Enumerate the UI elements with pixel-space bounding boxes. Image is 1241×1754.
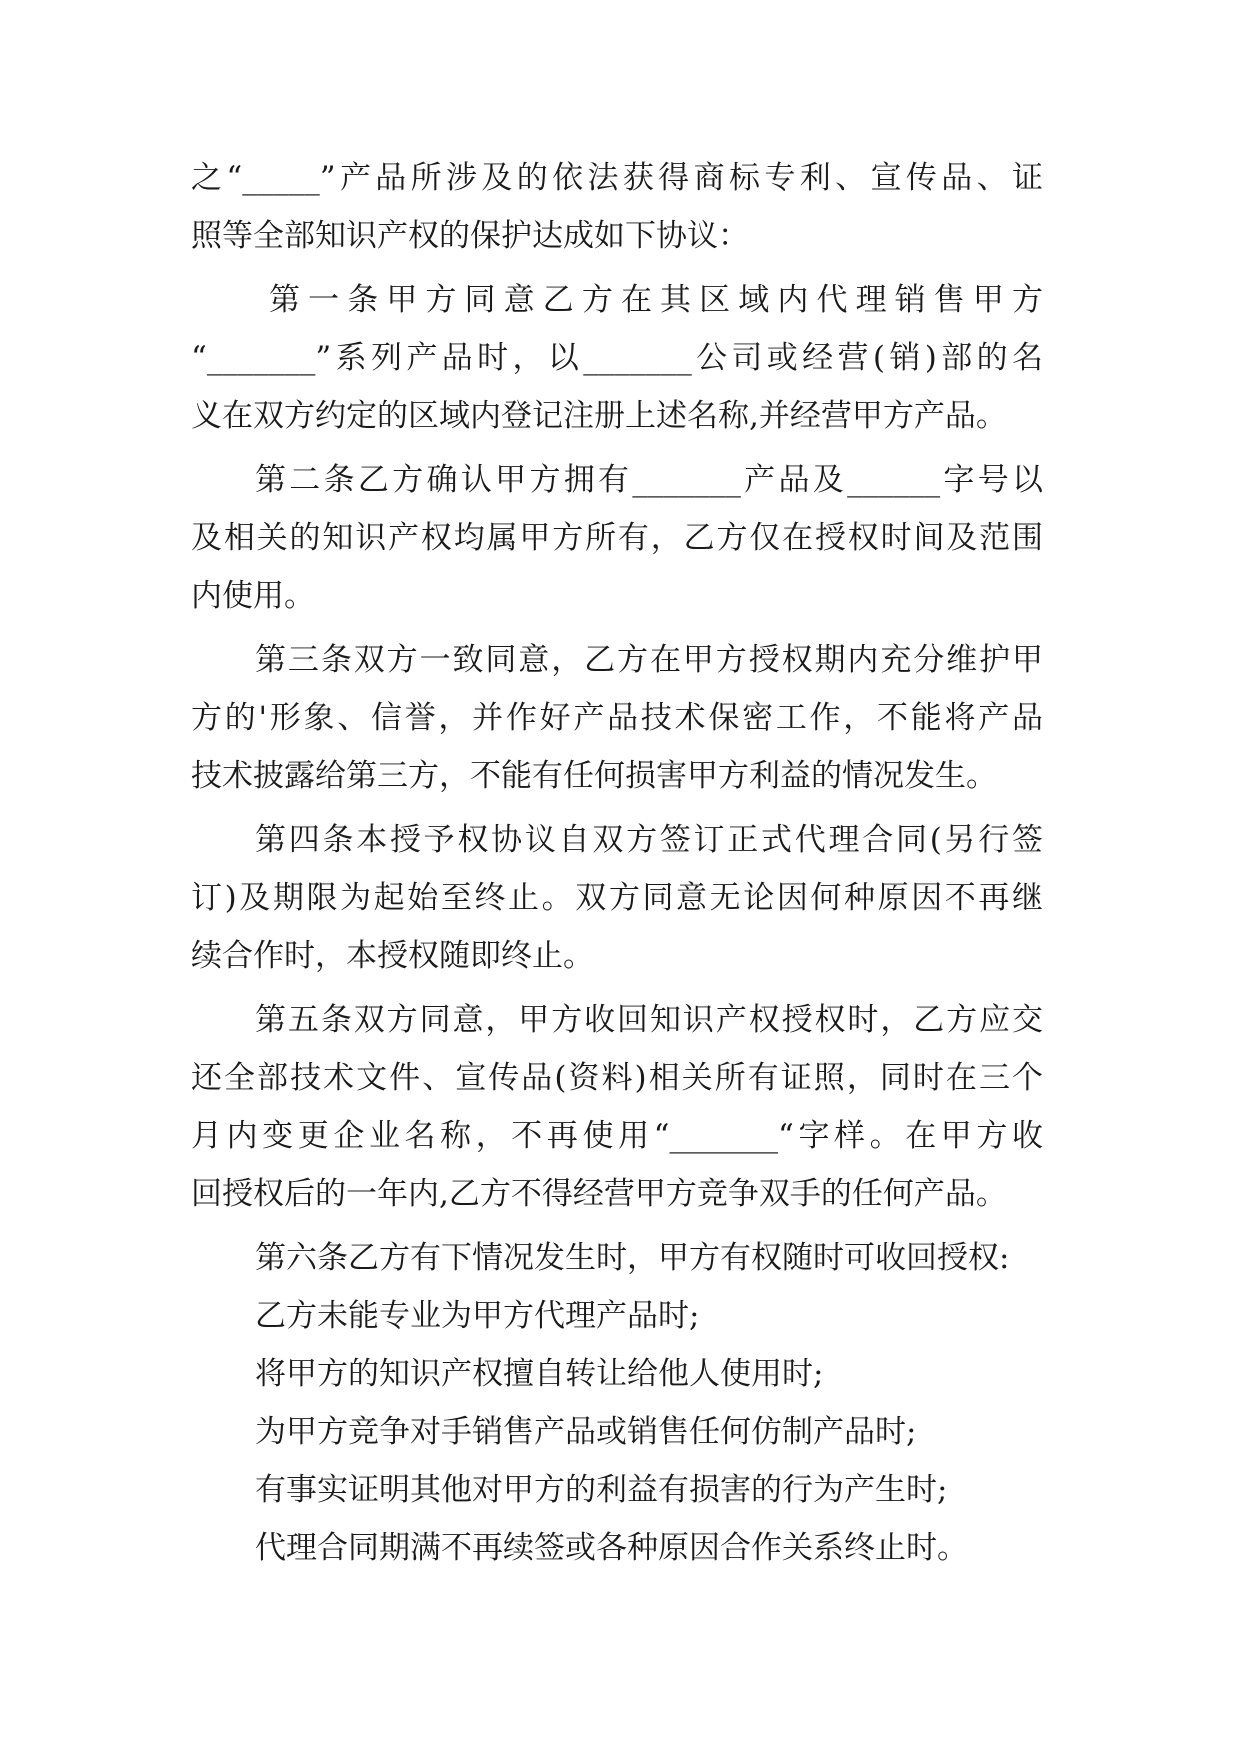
text-line: 内使用。 — [191, 578, 315, 614]
text-line: “_______”系列产品时，以_______公司或经营(销)部的名 — [191, 340, 1043, 376]
text-line: 技术披露给第三方，不能有任何损害甲方利益的情况发生。 — [191, 758, 997, 794]
article-4-heading: 第四条本授予权协议自双方签订正式代理合同(另行签 — [255, 822, 1043, 858]
article-3-heading: 第三条双方一致同意，乙方在甲方授权期内充分维护甲 — [255, 642, 1043, 678]
text-line: 还全部技术文件、宣传品(资料)相关所有证照，同时在三个 — [191, 1060, 1043, 1096]
text-line: 订)及期限为起始至终止。双方同意无论因何种原因不再继 — [191, 880, 1043, 916]
list-item: 代理合同期满不再续签或各种原因合作关系终止时。 — [255, 1530, 968, 1566]
list-item: 为甲方竞争对手销售产品或销售任何仿制产品时; — [255, 1414, 917, 1450]
text-line: 方的'形象、信誉，并作好产品技术保密工作，不能将产品 — [191, 700, 1043, 736]
list-item: 乙方未能专业为甲方代理产品时; — [255, 1298, 700, 1334]
text-line: 及相关的知识产权均属甲方所有，乙方仅在授权时间及范围 — [191, 520, 1043, 556]
text-line: 照等全部知识产权的保护达成如下协议： — [191, 218, 749, 254]
article-5-heading: 第五条双方同意，甲方收回知识产权授权时，乙方应交 — [255, 1002, 1043, 1038]
text-line: 月内变更企业名称，不再使用“_______“字样。在甲方收 — [191, 1118, 1043, 1154]
list-item: 将甲方的知识产权擅自转让给他人使用时; — [255, 1356, 824, 1392]
article-2-heading: 第二条乙方确认甲方拥有_______产品及______字号以 — [255, 462, 1043, 498]
text-line: 回授权后的一年内,乙方不得经营甲方竞争双手的任何产品。 — [191, 1176, 1007, 1212]
text-line: 义在双方约定的区域内登记注册上述名称,并经营甲方产品。 — [191, 398, 1007, 434]
list-item: 有事实证明其他对甲方的利益有损害的行为产生时; — [255, 1472, 948, 1508]
article-1-heading: 第一条甲方同意乙方在其区域内代理销售甲方 — [269, 282, 1043, 318]
article-6-heading: 第六条乙方有下情况发生时，甲方有权随时可收回授权: — [255, 1240, 1010, 1276]
text-line: 之“_____”产品所涉及的依法获得商标专利、宣传品、证 — [191, 160, 1043, 196]
text-line: 续合作时，本授权随即终止。 — [191, 938, 594, 974]
